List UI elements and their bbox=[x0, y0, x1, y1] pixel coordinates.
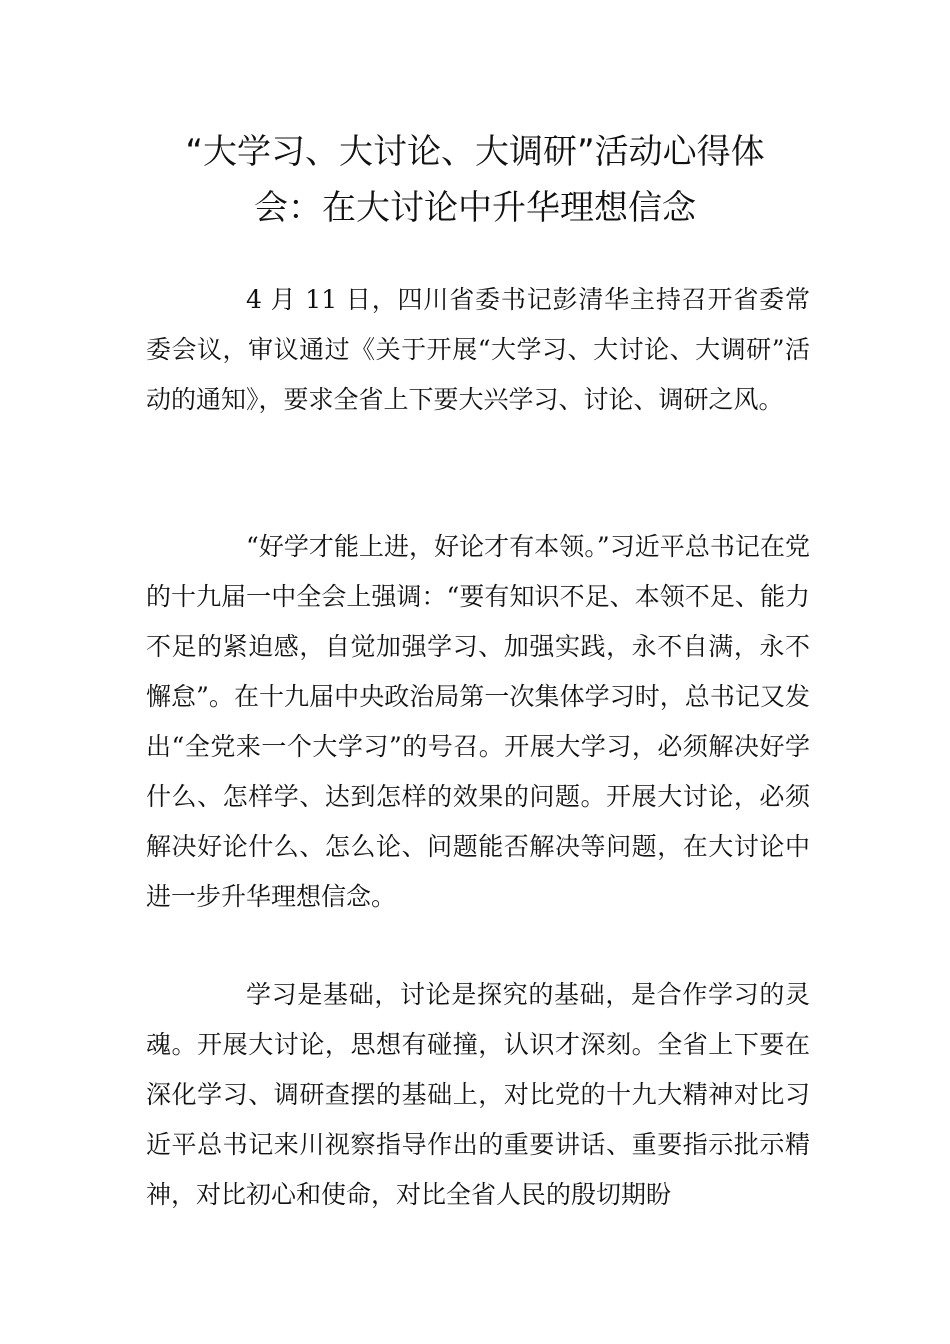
paragraph-3: 学习是基础，讨论是探究的基础，是合作学习的灵魂。开展大讨论，思想有碰撞，认识才深刻。全省上下要在深化学习、调研查摆的基础上，对比党的十九大精神对比习近平总书记来川视察指导作出的重要讲话、重要指示批示精神，对比初心和使命，对比全省人民的殷切期盼 bbox=[146, 980, 810, 1209]
paragraph-1: 4 月 11 日，四川省委书记彭清华主持召开省委常委会议，审议通过《关于开展“大学习、大讨论、大调研”活动的通知》，要求全省上下要大兴学习、讨论、调研之风。 bbox=[146, 285, 810, 414]
title-line-2: 会：在大讨论中升华理想信念 bbox=[254, 188, 696, 228]
document-title bbox=[130, 124, 820, 236]
title-line-1: “大学习、大讨论、大调研”活动心得体 bbox=[185, 132, 765, 172]
paragraph-2: “好学才能上进，好论才有本领。”习近平总书记在党的十九届一中全会上强调：“要有知识不足、本领不足、能力不足的紧迫感，自觉加强学习、加强实践，永不自满，永不懈怠”。在十九届中央政治局第一次集体学习时，总书记又发出“全党来一个大学习”的号召。开展大学习，必须解决好学什么、怎样学、达到怎样的效果的问题。开展大讨论，必须解决好论什么、怎么论、问题能否解决等问题，在大讨论中进一步升华理想信念。 bbox=[146, 532, 810, 911]
